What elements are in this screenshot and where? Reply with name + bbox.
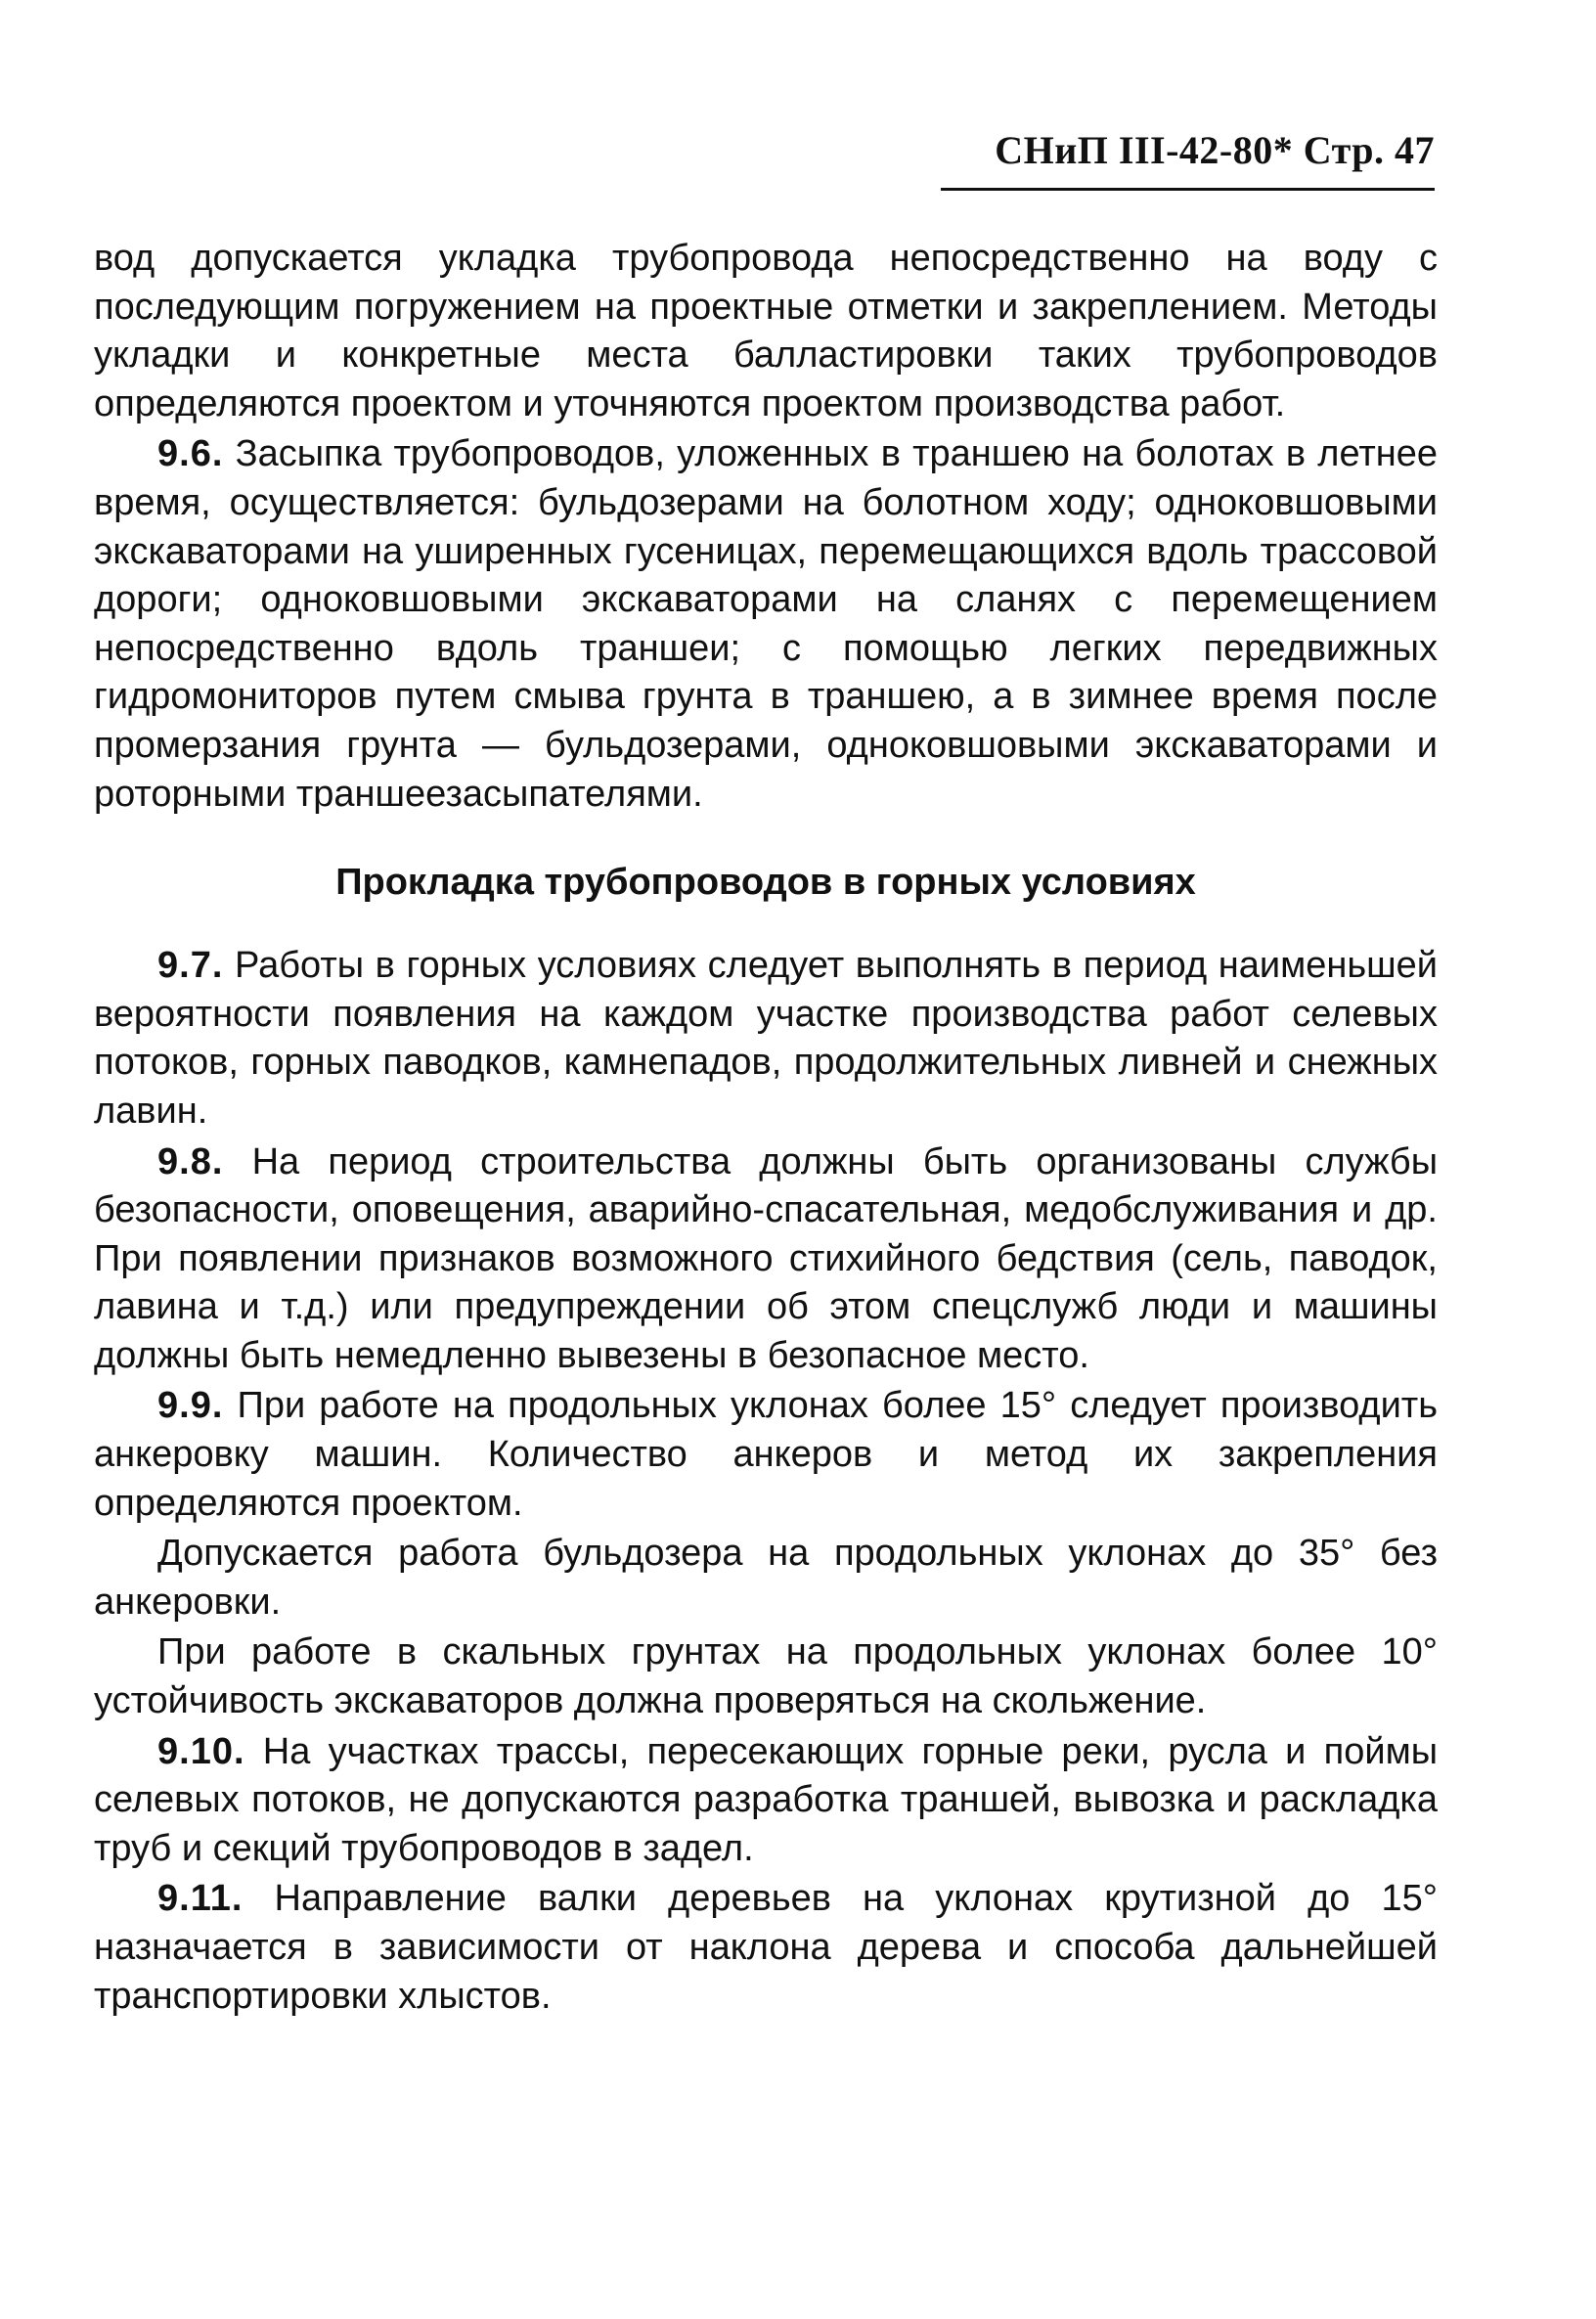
clause-number: 9.9. <box>157 1385 224 1427</box>
paragraph-text: Допускается работа бульдозера на продольных уклонах до 35° без анкеровки. <box>94 1533 1438 1623</box>
paragraph-text: вод допускается укладка трубопровода непосредственно на воду с последующим погружением на проектные отметки и закреплением. Методы укладки и конкретные места балластировки таких трубопроводов определяются проектом и уточняются проектом производства работ. <box>94 238 1438 424</box>
clause-number: 9.11. <box>157 1878 244 1920</box>
clause-number: 9.10. <box>157 1730 245 1772</box>
paragraph-text: Направление валки деревьев на уклонах крутизной до 15° назначается в зависимости от наклона дерева и способа дальнейшей транспортировки хлыстов. <box>94 1878 1438 2017</box>
clause-number: 9.8. <box>157 1140 224 1182</box>
paragraph-text: При работе на продольных уклонах более 15° следует производить анкеровку машин. Количество анкеров и метод их закрепления определяются проектом. <box>94 1385 1438 1524</box>
paragraph-9-7 <box>94 942 1438 1136</box>
running-header: СНиП III-42-80* Стр. 47 <box>995 128 1435 172</box>
clause-number: 9.6. <box>157 433 224 475</box>
paragraph-bulldozer-slopes <box>94 1530 1438 1627</box>
document-body <box>94 235 1438 2021</box>
paragraph-text: Засыпка трубопроводов, уложенных в траншею на болотах в летнее время, осуществляется: бульдозерами на болотном ходу; одноковшовыми экскаваторами на уширенных гусеницах, перемещающихся вдоль трассовой дороги; одноковшовыми экскаваторами на сланях с перемещением непосредственно вдоль траншеи; с помощью легких передвижных гидромониторов путем смыва грунта в траншею, а в зимнее время после промерзания грунта — бульдозерами, одноковшовыми экскаваторами и роторными траншеезасыпателями. <box>94 433 1439 815</box>
paragraph-continuation <box>94 235 1438 428</box>
paragraph-9-11 <box>94 1875 1438 2021</box>
paragraph-9-10 <box>94 1728 1438 1874</box>
paragraph-9-8 <box>94 1138 1438 1381</box>
paragraph-9-6 <box>94 430 1438 819</box>
clause-number: 9.7. <box>157 945 224 987</box>
paragraph-9-9 <box>94 1382 1438 1528</box>
paragraph-rock-soils <box>94 1628 1438 1725</box>
paragraph-text: На участках трассы, пересекающих горные реки, русла и поймы селевых потоков, не допускаются разработка траншей, вывозка и раскладка труб и секций трубопроводов в задел. <box>94 1730 1439 1869</box>
paragraph-text: На период строительства должны быть организованы службы безопасности, оповещения, аварийно-спасательная, медобслуживания и др. При появлении признаков возможного стихийного бедствия (сель, паводок, лавина и т.д.) или предупреждении об этом спецслужб люди и машины должны быть немедленно вывезены в безопасное место. <box>94 1140 1439 1376</box>
paragraph-text: Работы в горных условиях следует выполнять в период наименьшей вероятности появления на каждом участке производства работ селевых потоков, горных паводков, камнепадов, продолжительных ливней и снежных лавин. <box>94 945 1438 1132</box>
section-heading: Прокладка трубопроводов в горных условиях <box>335 862 1196 904</box>
paragraph-text: При работе в скальных грунтах на продольных уклонах более 10° устойчивость экскаваторов должна проверяться на скольжение. <box>94 1631 1438 1722</box>
header-rule <box>941 188 1435 191</box>
